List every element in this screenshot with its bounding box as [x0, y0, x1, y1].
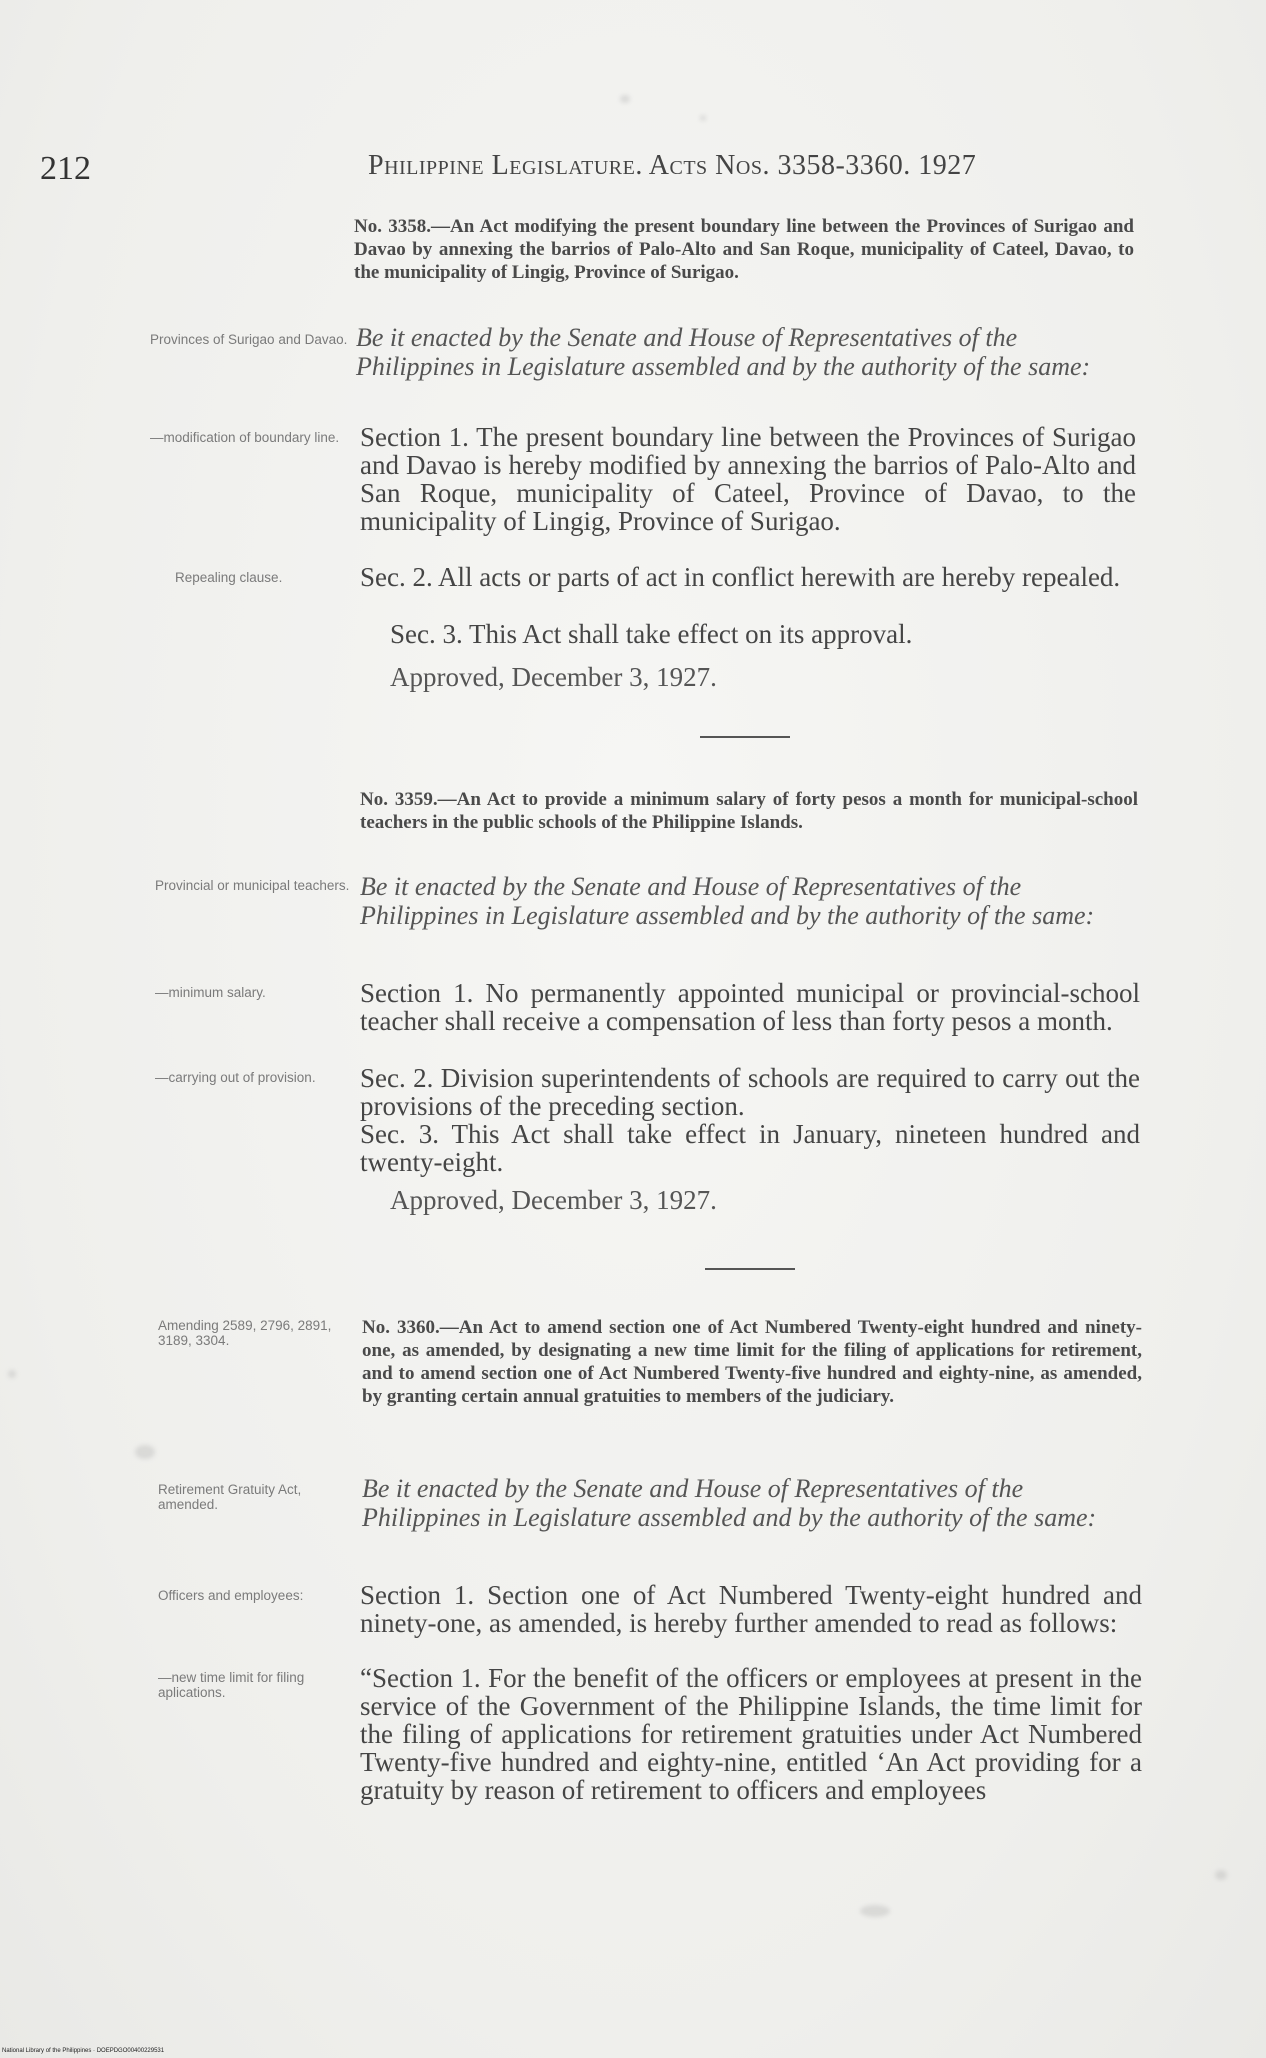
act-3360-heading: No. 3360.—An Act to amend section one of Act Numbered Twenty-eight hundred and ninety-one, as amended, by designating a new time limit for the filing of applications for retirement, and to amend section one of Act Numbered Twenty-five hundred and eighty-nine, as amended, by granting certain annual gratuities to members of the judiciary. — [362, 1317, 1142, 1407]
margin-note-provinces-surigao-davao: Provinces of Surigao and Davao. — [150, 332, 348, 347]
section-divider — [700, 736, 790, 738]
act-3359-section-1: Section 1. No permanently appointed municipal or provincial-school teacher shall receive a compensation of less than forty pesos a month. — [360, 978, 1140, 1036]
page-number: 212 — [40, 150, 91, 187]
margin-note-retirement-gratuity: Retirement Gratuity Act, amended. — [158, 1482, 302, 1512]
margin-note-officers-employees: Officers and employees: — [158, 1588, 304, 1603]
act-3358-section-3: Sec. 3. This Act shall take effect on its approval. — [390, 619, 913, 649]
margin-note-provincial-teachers: Provincial or municipal teachers. — [155, 878, 350, 893]
running-head: Philippine Legislature. Acts Nos. 3358-3360. 1927 — [368, 150, 977, 181]
margin-note-minimum-salary: —minimum salary. — [155, 985, 266, 1000]
margin-note-carrying-out: —carrying out of provision. — [155, 1070, 316, 1085]
margin-note-amending: Amending 2589, 2796, 2891, 3189, 3304. — [158, 1318, 332, 1348]
act-3359-enacting-clause: Be it enacted by the Senate and House of Representatives of the Philippines in Legislature assembled and by the authority of the same: — [360, 872, 1095, 930]
act-3358-approved: Approved, December 3, 1927. — [390, 662, 717, 692]
act-3358-enacting-clause: Be it enacted by the Senate and House of Representatives of the Philippines in Legislature assembled and by the authority of the same: — [356, 323, 1091, 381]
margin-note-repealing-clause: Repealing clause. — [175, 570, 283, 585]
act-3358-section-2: Sec. 2. All acts or parts of act in conflict herewith are hereby repealed. — [360, 562, 1121, 592]
act-3360-quoted-section-1: “Section 1. For the benefit of the officers or employees at present in the service of the Government of the Philippine Islands, the time limit for the filing of applications for retirement gratuities under Act Numbered Twenty-five hundred and eighty-nine, entitled ‘An Act providing for a gratuity by reason of retirement to officers and employees — [360, 1663, 1142, 1805]
margin-note-modification-boundary: —modification of boundary line. — [150, 430, 340, 445]
act-3359-section-3: Sec. 3. This Act shall take effect in January, nineteen hundred and twenty-eight. — [360, 1119, 1140, 1177]
act-3360-enacting-clause: Be it enacted by the Senate and House of Representatives of the Philippines in Legislature assembled and by the authority of the same: — [362, 1474, 1097, 1532]
act-3358-heading: No. 3358.—An Act modifying the present boundary line between the Provinces of Surigao and Davao by annexing the barrios of Palo-Alto and San Roque, municipality of Cateel, Davao, to the municipality of Lingig, Province of Surigao. — [354, 216, 1134, 283]
act-3360-section-1: Section 1. Section one of Act Numbered Twenty-eight hundred and ninety-one, as amended, is hereby further amended to read as follows: — [360, 1580, 1142, 1638]
act-3359-section-2: Sec. 2. Division superintendents of schools are required to carry out the provisions of the preceding section. — [360, 1063, 1140, 1121]
footer-credit: National Library of the Philippines · DOEPDGO00400229531 — [2, 2048, 165, 2054]
act-3358-section-1: Section 1. The present boundary line between the Provinces of Surigao and Davao is hereby modified by annexing the barrios of Palo-Alto and San Roque, municipality of Cateel, Province of Davao, to the municipality of Lingig, Province of Surigao. — [360, 422, 1136, 536]
section-divider — [705, 1268, 795, 1270]
margin-note-new-time-limit: —new time limit for filing aplications. — [158, 1670, 305, 1700]
act-3359-heading: No. 3359.—An Act to provide a minimum salary of forty pesos a month for municipal-school teachers in the public schools of the Philippine Islands. — [360, 789, 1138, 833]
act-3359-approved: Approved, December 3, 1927. — [390, 1185, 717, 1215]
